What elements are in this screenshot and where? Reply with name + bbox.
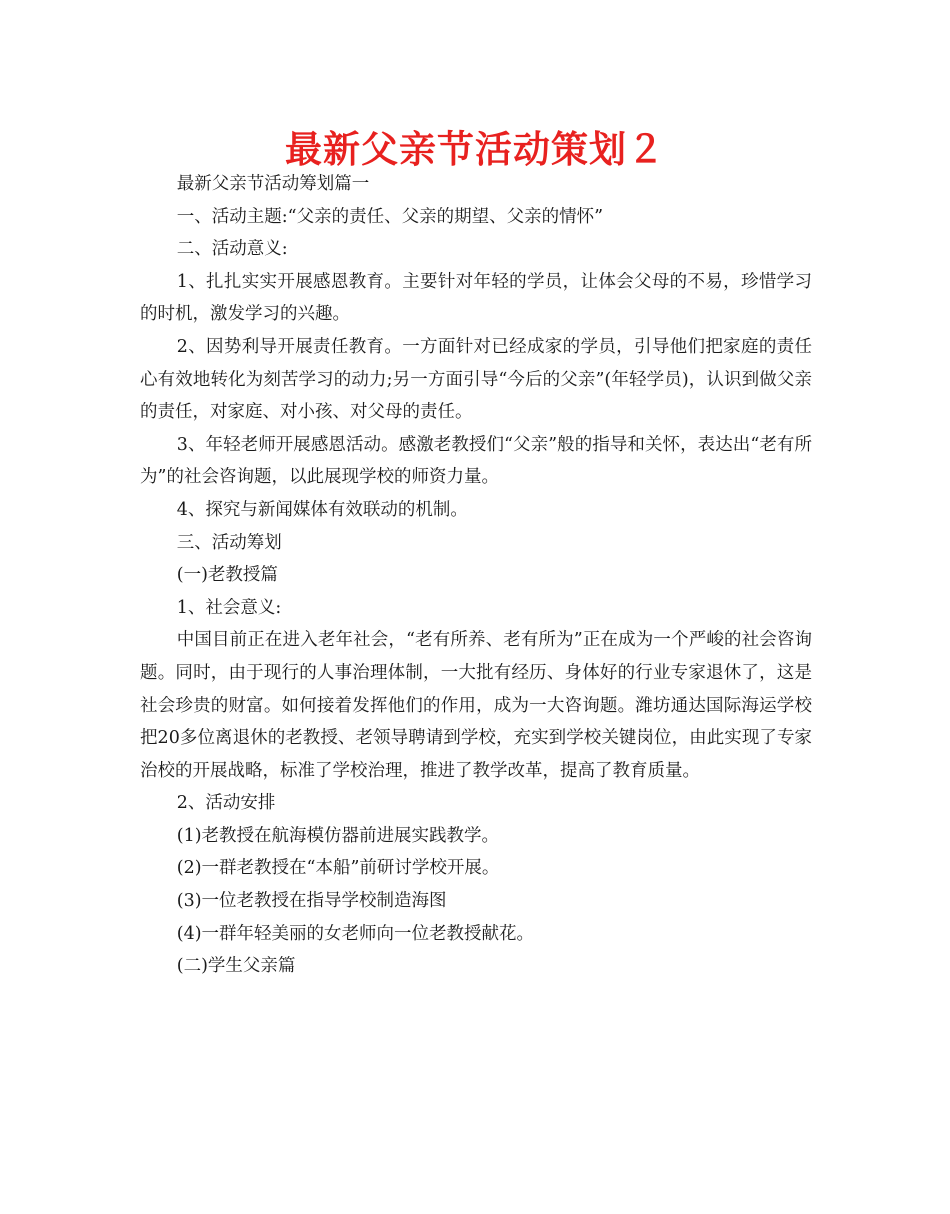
paragraph-meaning-1: 1、扎扎实实开展感恩教育。主要针对年轻的学员，让体会父母的不易，珍惜学习的时机，激发学习的兴趣。	[140, 271, 812, 325]
paragraph-arrangement-3: (3)一位老教授在指导学校制造海图	[176, 891, 447, 912]
document-body	[140, 168, 812, 983]
paragraph-arrangement-4: (4)一群年轻美丽的女老师向一位老教授献花。	[176, 923, 535, 944]
paragraph-meaning-3: 3、年轻老师开展感恩活动。感激老教授们“父亲”般的指导和关怀，表达出“老有所为”的社会咨询题，以此展现学校的师资力量。	[140, 434, 812, 488]
paragraph-meaning-4: 4、探究与新闻媒体有效联动的机制。	[176, 499, 468, 520]
paragraph-plan-heading: 三、活动筹划	[176, 532, 282, 553]
paragraph-social-meaning-heading: 1、社会意义:	[176, 597, 282, 618]
paragraph-theme: 一、活动主题:“父亲的责任、父亲的期望、父亲的情怀”	[176, 206, 604, 227]
paragraph-heading-plan-1: 最新父亲节活动筹划篇一	[176, 174, 370, 194]
paragraph-arrangement-heading: 2、活动安排	[176, 793, 276, 814]
paragraph-section-professors: (一)老教授篇	[176, 565, 278, 586]
document-title: 最新父亲节活动策划２	[285, 128, 665, 171]
paragraph-meaning-heading: 二、活动意义:	[176, 239, 288, 260]
paragraph-arrangement-2: (2)一群老教授在“本船”前研讨学校开展。	[176, 858, 500, 879]
paragraph-social-meaning: 中国目前正在进入老年社会，“老有所养、老有所为”正在成为一个严峻的社会咨询题。同时，由于现行的人事治理体制，一大批有经历、身体好的行业专家退休了，这是社会珍贵的财富。如何接着发挥他们的作用，成为一大咨询题。潍坊通达国际海运学校把20多位离退休的老教授、老领导聘请到学校，充实到学校关键岗位，由此实现了专家治校的开展战略，标准了学校治理，推进了教学改革，提高了教育质量。	[140, 630, 812, 781]
paragraph-section-student-fathers: (二)学生父亲篇	[176, 956, 296, 977]
paragraph-meaning-2: 2、因势利导开展责任教育。一方面针对已经成家的学员，引导他们把家庭的责任心有效地转化为刻苦学习的动力;另一方面引导“今后的父亲”(年轻学员)，认识到做父亲的责任，对家庭、对小孩、对父母的责任。	[140, 336, 812, 423]
paragraph-arrangement-1: (1)老教授在航海模仿器前进展实践教学。	[176, 825, 500, 846]
